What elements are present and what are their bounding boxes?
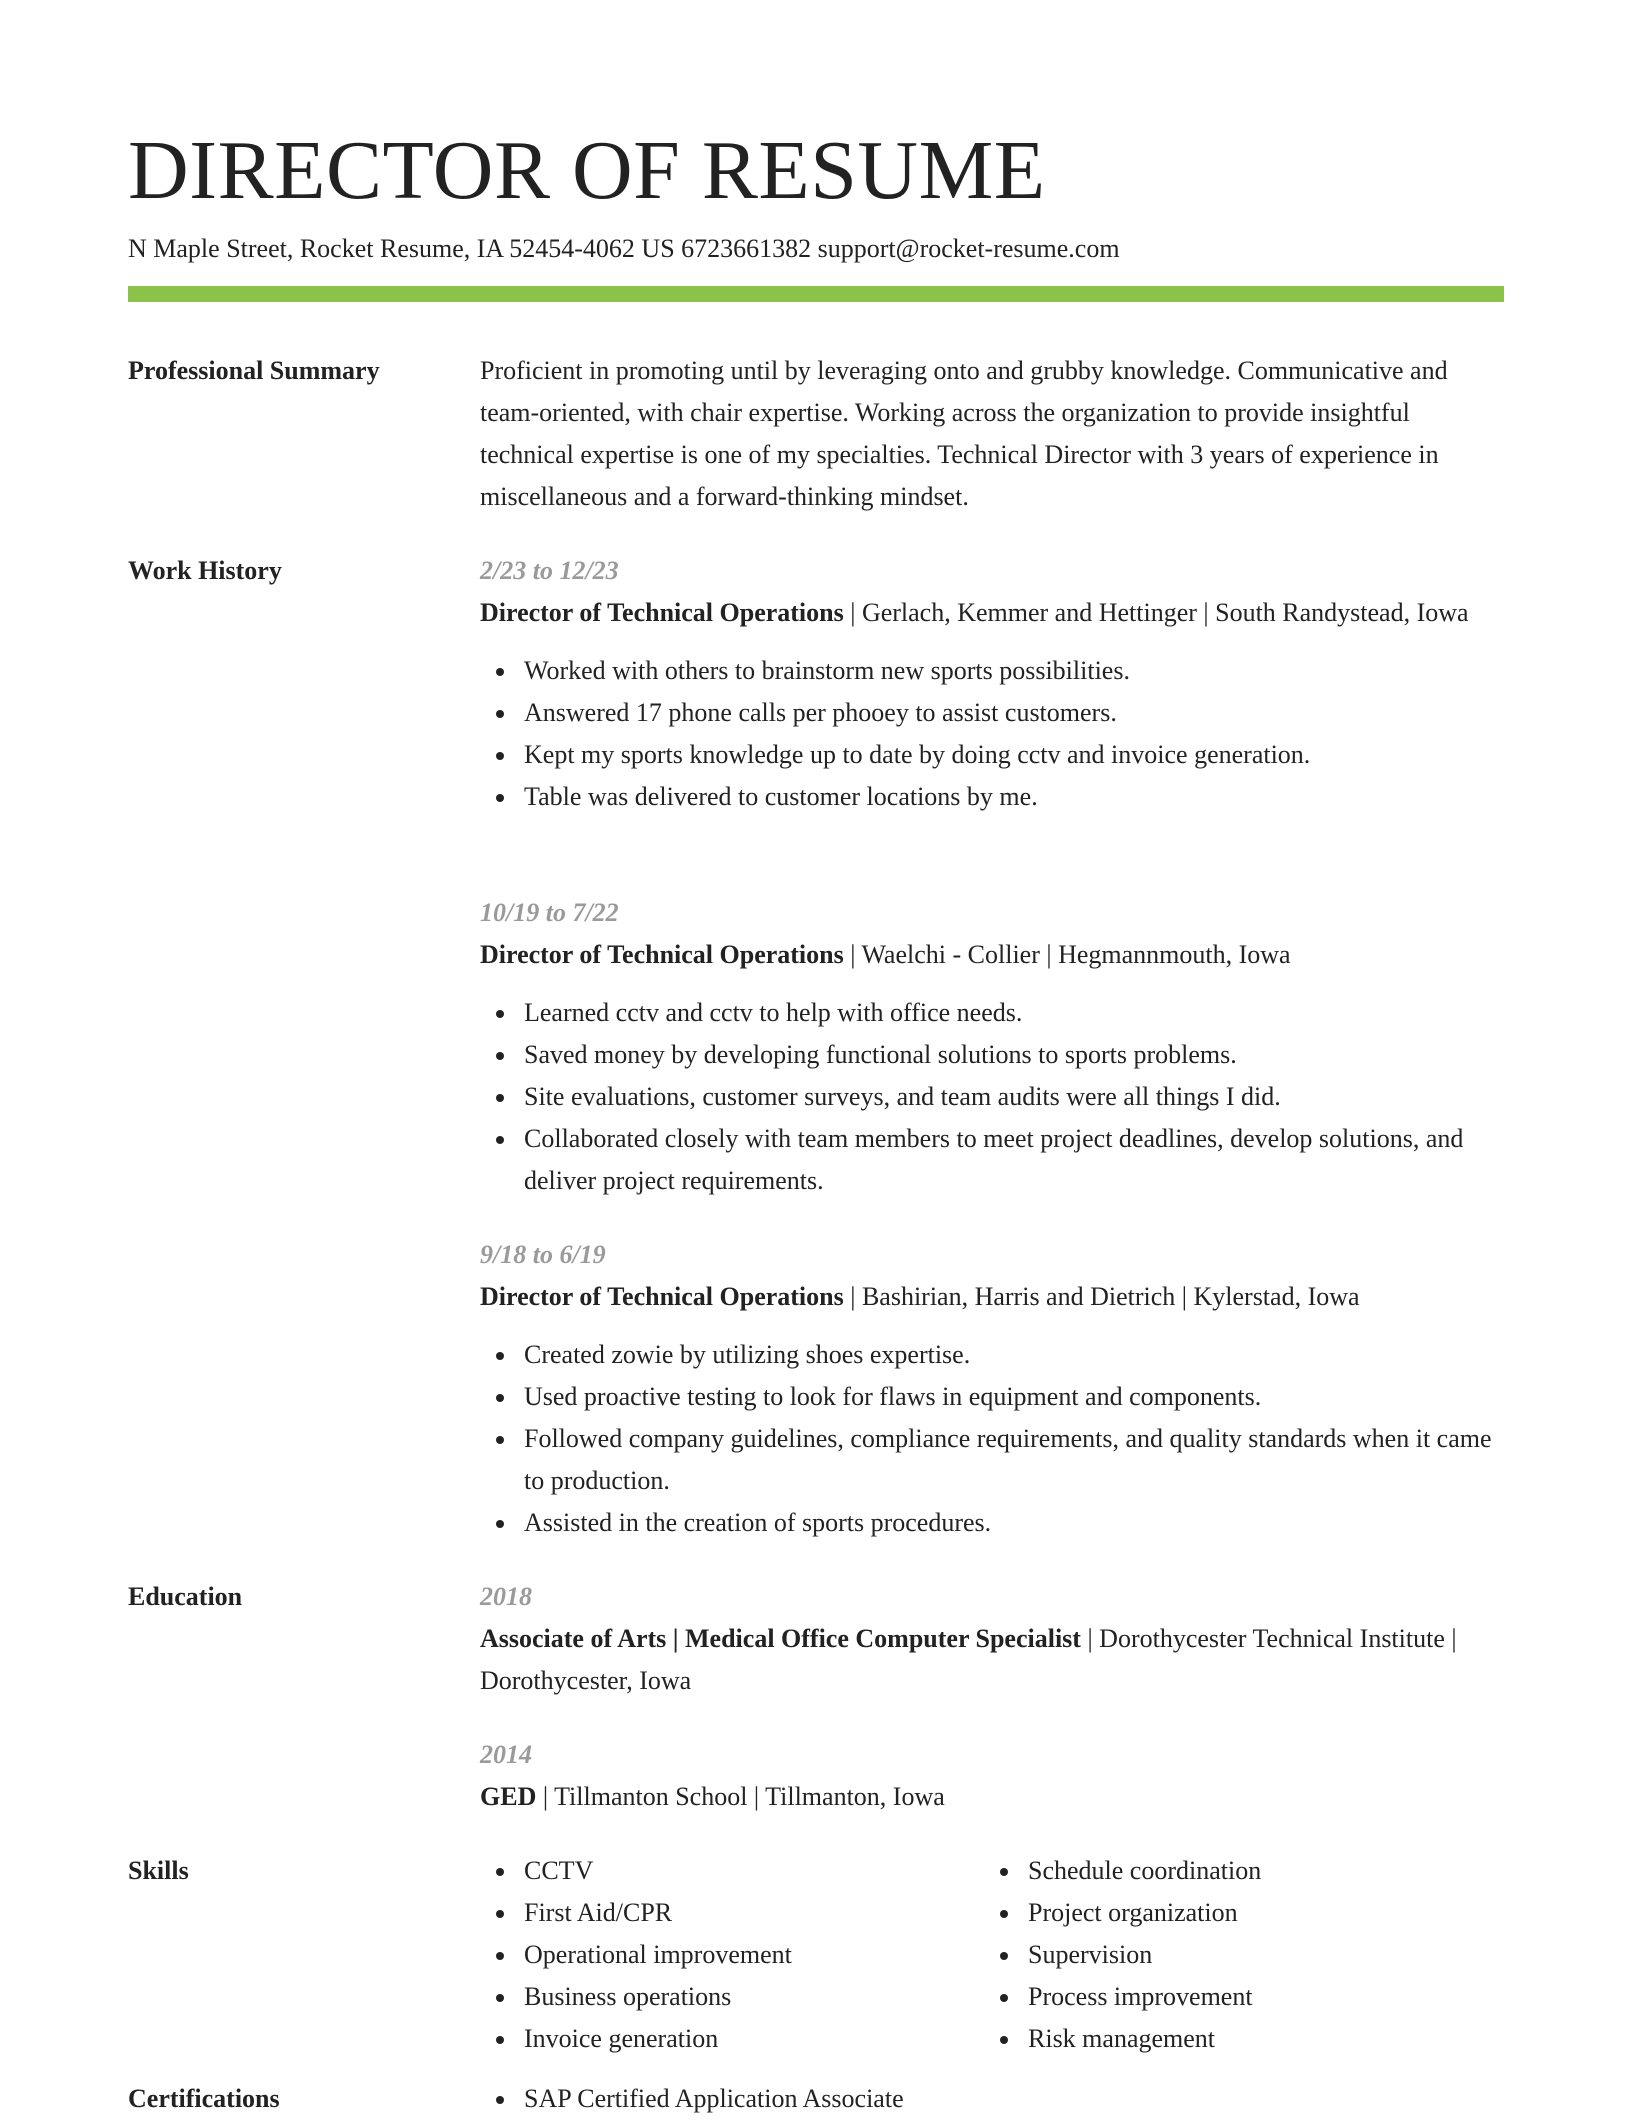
job-title-line: [480, 1276, 1504, 1318]
education-degree: Associate of Arts | Medical Office Computer Specialist: [480, 1624, 1081, 1653]
job-details: | Bashirian, Harris and Dietrich | Kylerstad, Iowa: [843, 1282, 1360, 1311]
summary-text: Proficient in promoting until by leveraging onto and grubby knowledge. Communicative and team-oriented, with chair expertise. Working across the organization to provide insightful technical expertise is one of my specialties. Technical Director with 3 years of experience in miscellaneous and a forward-thinking mindset.: [480, 356, 1448, 511]
job-entry: [480, 1234, 1504, 1544]
job-bullet: Created zowie by utilizing shoes expertise.: [524, 1334, 1504, 1376]
job-dates: 9/18 to 6/19: [480, 1240, 606, 1269]
skill-item: Business operations: [524, 1976, 960, 2018]
skill-item: Invoice generation: [524, 2018, 960, 2060]
education-degree: GED: [480, 1782, 537, 1811]
skills-list: [984, 1850, 1464, 2060]
job-title-line: [480, 934, 1504, 976]
job-bullet: Collaborated closely with team members to meet project deadlines, develop solutions, and deliver project requirements.: [524, 1118, 1504, 1202]
job-bullet: Followed company guidelines, compliance requirements, and quality standards when it came to production.: [524, 1418, 1504, 1502]
job-bullet: Answered 17 phone calls per phooey to assist customers.: [524, 692, 1504, 734]
skill-item: Supervision: [1028, 1934, 1464, 1976]
education-line: [480, 1618, 1504, 1702]
education-line: [480, 1776, 1504, 1818]
job-details: | Waelchi - Collier | Hegmannmouth, Iowa: [843, 940, 1291, 969]
job-title: Director of Technical Operations: [480, 598, 844, 627]
skill-item: Operational improvement: [524, 1934, 960, 1976]
job-bullets: [480, 1334, 1504, 1544]
contact-line: N Maple Street, Rocket Resume, IA 52454-4062 US 6723661382 support@rocket-resume.com: [128, 234, 1120, 263]
education-entry: [480, 1576, 1504, 1702]
certifications-list: [480, 2078, 1504, 2120]
job-bullet: Assisted in the creation of sports procedures.: [524, 1502, 1504, 1544]
education-entry: [480, 1734, 1504, 1818]
education-year: 2014: [480, 1740, 532, 1769]
education-details: | Tillmanton School | Tillmanton, Iowa: [536, 1782, 945, 1811]
skill-item: Process improvement: [1028, 1976, 1464, 2018]
skill-item: CCTV: [524, 1850, 960, 1892]
job-entry: [480, 892, 1504, 1202]
skill-item: First Aid/CPR: [524, 1892, 960, 1934]
job-bullets: [480, 992, 1504, 1202]
job-bullet: Table was delivered to customer locations by me.: [524, 776, 1504, 818]
job-bullet: Worked with others to brainstorm new sports possibilities.: [524, 650, 1504, 692]
job-bullets: [480, 650, 1504, 818]
job-bullet: Kept my sports knowledge up to date by doing cctv and invoice generation.: [524, 734, 1504, 776]
section-title-summary: Professional Summary: [128, 356, 380, 385]
job-dates: 10/19 to 7/22: [480, 898, 619, 927]
section-title-skills: Skills: [128, 1856, 189, 1885]
section-title-work-history: Work History: [128, 556, 282, 585]
accent-rule: [128, 286, 1504, 302]
certification-item: SAP Certified Application Associate: [524, 2078, 1504, 2120]
education-year: 2018: [480, 1582, 532, 1611]
job-title: Director of Technical Operations: [480, 1282, 844, 1311]
skills-column-right: [984, 1834, 1464, 2060]
education-details: | Dorothycester Technical Institute | Dorothycester, Iowa: [480, 1624, 1457, 1695]
resume-name: DIRECTOR OF RESUME: [128, 124, 1046, 217]
skill-item: Schedule coordination: [1028, 1850, 1464, 1892]
job-entry: [480, 550, 1504, 818]
skills-list: [480, 1850, 960, 2060]
skill-item: Project organization: [1028, 1892, 1464, 1934]
job-dates: 2/23 to 12/23: [480, 556, 619, 585]
job-bullet: Site evaluations, customer surveys, and team audits were all things I did.: [524, 1076, 1504, 1118]
job-bullet: Learned cctv and cctv to help with office needs.: [524, 992, 1504, 1034]
skills-column-left: [480, 1834, 960, 2060]
job-details: | Gerlach, Kemmer and Hettinger | South Randystead, Iowa: [843, 598, 1469, 627]
job-bullet: Saved money by developing functional solutions to sports problems.: [524, 1034, 1504, 1076]
skill-item: Risk management: [1028, 2018, 1464, 2060]
job-bullet: Used proactive testing to look for flaws in equipment and components.: [524, 1376, 1504, 1418]
job-title-line: [480, 592, 1504, 634]
section-title-certifications: Certifications: [128, 2084, 280, 2113]
section-title-education: Education: [128, 1582, 243, 1611]
job-title: Director of Technical Operations: [480, 940, 844, 969]
